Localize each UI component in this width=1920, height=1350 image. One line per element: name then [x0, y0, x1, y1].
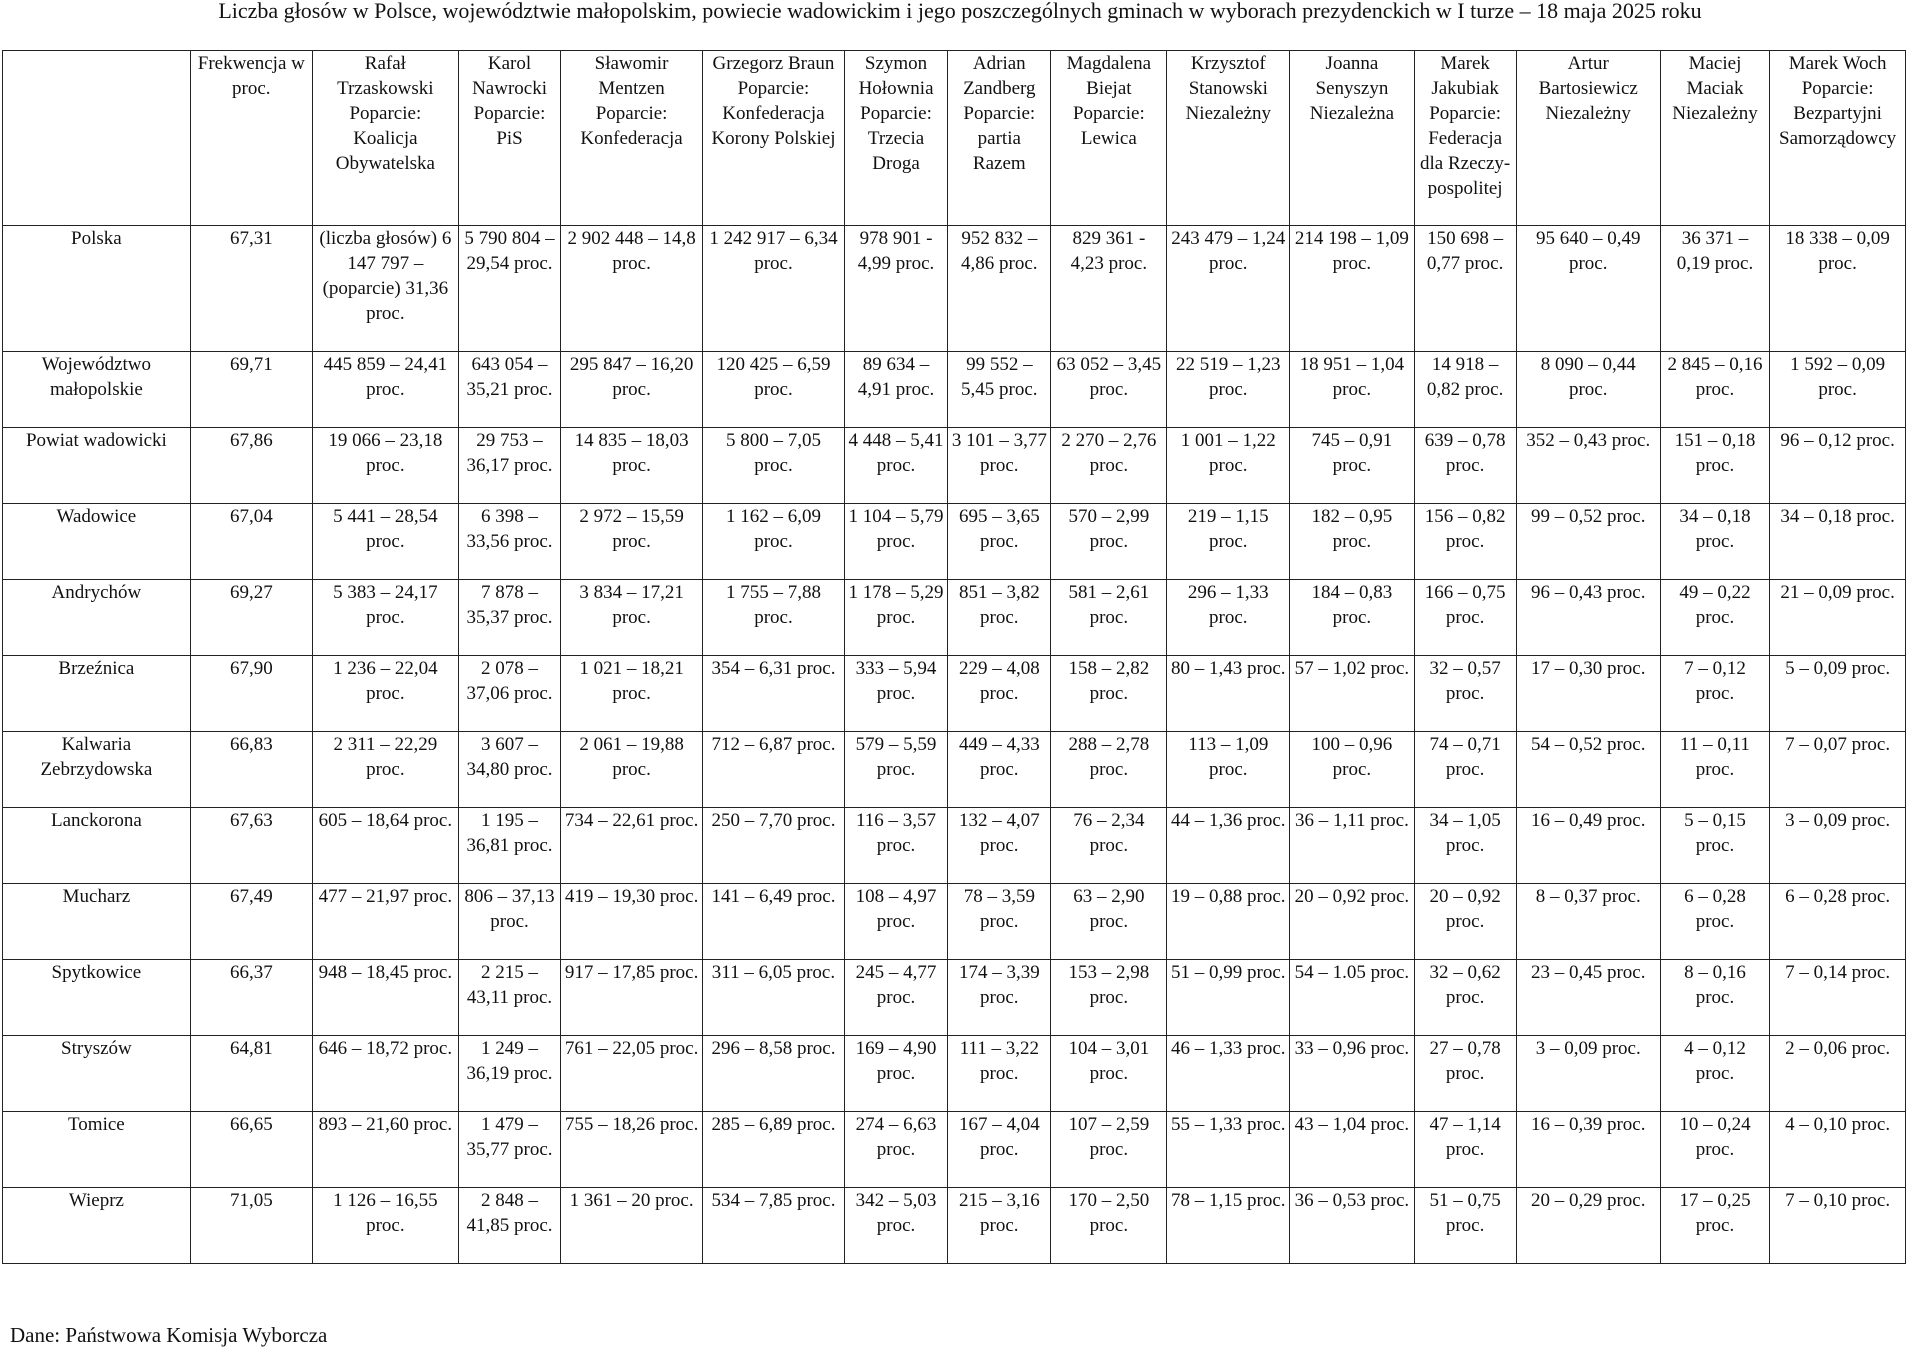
result-cell: 54 – 0,52 proc.	[1516, 732, 1660, 808]
candidate-support: Poparcie: partia Razem	[963, 103, 1036, 174]
candidate-support: Niezależny	[1672, 103, 1758, 124]
result-cell: 36 – 0,53 proc.	[1290, 1188, 1414, 1264]
result-cell: 27 – 0,78 proc.	[1414, 1036, 1516, 1112]
header-cell	[1770, 51, 1906, 226]
header-cell	[458, 51, 560, 226]
header-cell	[190, 51, 312, 226]
result-cell: 22 519 – 1,23 proc.	[1167, 352, 1290, 428]
header-cell	[1290, 51, 1414, 226]
result-cell: 63 – 2,90 proc.	[1051, 884, 1167, 960]
candidate-name: Szymon Hołownia	[858, 53, 934, 99]
result-cell: 36 – 1,11 proc.	[1290, 808, 1414, 884]
header-cell	[1516, 51, 1660, 226]
header-cell	[844, 51, 947, 226]
result-cell: 3 – 0,09 proc.	[1516, 1036, 1660, 1112]
result-cell: 11 – 0,11 proc.	[1660, 732, 1770, 808]
result-cell: 120 425 – 6,59 proc.	[703, 352, 845, 428]
column-name: Frekwencja w proc.	[197, 53, 305, 99]
turnout-cell: 66,83	[190, 732, 312, 808]
result-cell: 32 – 0,62 proc.	[1414, 960, 1516, 1036]
result-cell: 214 198 – 1,09 proc.	[1290, 226, 1414, 352]
table-row	[3, 808, 1906, 884]
candidate-support: Poparcie: Lewica	[1072, 103, 1145, 149]
result-cell: 99 552 – 5,45 proc.	[948, 352, 1051, 428]
result-cell: 32 – 0,57 proc.	[1414, 656, 1516, 732]
result-cell: 639 – 0,78 proc.	[1414, 428, 1516, 504]
result-cell: 19 – 0,88 proc.	[1167, 884, 1290, 960]
table-row	[3, 428, 1906, 504]
result-cell: 10 – 0,24 proc.	[1660, 1112, 1770, 1188]
region-name-cell: Stryszów	[3, 1036, 191, 1112]
result-cell: 1 104 – 5,79 proc.	[844, 504, 947, 580]
result-cell: 978 901 - 4,99 proc.	[844, 226, 947, 352]
turnout-cell: 67,49	[190, 884, 312, 960]
result-cell: 46 – 1,33 proc.	[1167, 1036, 1290, 1112]
result-cell: 296 – 1,33 proc.	[1167, 580, 1290, 656]
table-row	[3, 580, 1906, 656]
candidate-name: Marek Woch	[1788, 53, 1887, 74]
result-cell: 44 – 1,36 proc.	[1167, 808, 1290, 884]
result-cell: 47 – 1,14 proc.	[1414, 1112, 1516, 1188]
result-cell: 89 634 – 4,91 proc.	[844, 352, 947, 428]
table-row	[3, 504, 1906, 580]
turnout-cell: 67,04	[190, 504, 312, 580]
result-cell: 295 847 – 16,20 proc.	[561, 352, 703, 428]
result-cell: 917 – 17,85 proc.	[561, 960, 703, 1036]
result-cell: 21 – 0,09 proc.	[1770, 580, 1906, 656]
result-cell: 712 – 6,87 proc.	[703, 732, 845, 808]
turnout-cell: 67,31	[190, 226, 312, 352]
result-cell: 2 078 – 37,06 proc.	[458, 656, 560, 732]
result-cell: 17 – 0,25 proc.	[1660, 1188, 1770, 1264]
candidate-support: Poparcie: Koalicja Obywatelska	[335, 103, 435, 174]
result-cell: (liczba głosów) 6 147 797 – (poparcie) 31,36 proc.	[312, 226, 458, 352]
result-cell: 20 – 0,29 proc.	[1516, 1188, 1660, 1264]
result-cell: 184 – 0,83 proc.	[1290, 580, 1414, 656]
result-cell: 111 – 3,22 proc.	[948, 1036, 1051, 1112]
candidate-name: Karol Nawrocki	[472, 53, 547, 99]
result-cell: 5 441 – 28,54 proc.	[312, 504, 458, 580]
result-cell: 43 – 1,04 proc.	[1290, 1112, 1414, 1188]
turnout-cell: 69,27	[190, 580, 312, 656]
result-cell: 4 448 – 5,41 proc.	[844, 428, 947, 504]
result-cell: 23 – 0,45 proc.	[1516, 960, 1660, 1036]
result-cell: 215 – 3,16 proc.	[948, 1188, 1051, 1264]
result-cell: 132 – 4,07 proc.	[948, 808, 1051, 884]
region-name-cell: Brzeźnica	[3, 656, 191, 732]
candidate-name: Marek Jakubiak	[1431, 53, 1499, 99]
result-cell: 851 – 3,82 proc.	[948, 580, 1051, 656]
result-cell: 2 215 – 43,11 proc.	[458, 960, 560, 1036]
header-cell	[1660, 51, 1770, 226]
result-cell: 570 – 2,99 proc.	[1051, 504, 1167, 580]
result-cell: 57 – 1,02 proc.	[1290, 656, 1414, 732]
header-cell	[3, 51, 191, 226]
result-cell: 150 698 – 0,77 proc.	[1414, 226, 1516, 352]
result-cell: 51 – 0,99 proc.	[1167, 960, 1290, 1036]
result-cell: 1 126 – 16,55 proc.	[312, 1188, 458, 1264]
result-cell: 18 951 – 1,04 proc.	[1290, 352, 1414, 428]
result-cell: 893 – 21,60 proc.	[312, 1112, 458, 1188]
result-cell: 3 834 – 17,21 proc.	[561, 580, 703, 656]
result-cell: 579 – 5,59 proc.	[844, 732, 947, 808]
result-cell: 29 753 – 36,17 proc.	[458, 428, 560, 504]
result-cell: 5 – 0,15 proc.	[1660, 808, 1770, 884]
result-cell: 80 – 1,43 proc.	[1167, 656, 1290, 732]
result-cell: 2 845 – 0,16 proc.	[1660, 352, 1770, 428]
result-cell: 1 001 – 1,22 proc.	[1167, 428, 1290, 504]
result-cell: 1 162 – 6,09 proc.	[703, 504, 845, 580]
candidate-support: Poparcie: Konfederacja	[580, 103, 683, 149]
result-cell: 5 383 – 24,17 proc.	[312, 580, 458, 656]
result-cell: 3 – 0,09 proc.	[1770, 808, 1906, 884]
region-name-cell: Andrychów	[3, 580, 191, 656]
result-cell: 229 – 4,08 proc.	[948, 656, 1051, 732]
result-cell: 74 – 0,71 proc.	[1414, 732, 1516, 808]
result-cell: 169 – 4,90 proc.	[844, 1036, 947, 1112]
result-cell: 141 – 6,49 proc.	[703, 884, 845, 960]
candidate-support: Poparcie: Federacja dla Rzeczy-pospolitej	[1420, 103, 1511, 199]
result-cell: 643 054 – 35,21 proc.	[458, 352, 560, 428]
result-cell: 2 311 – 22,29 proc.	[312, 732, 458, 808]
header-row	[3, 51, 1906, 226]
results-body	[3, 226, 1906, 1264]
result-cell: 219 – 1,15 proc.	[1167, 504, 1290, 580]
result-cell: 7 – 0,14 proc.	[1770, 960, 1906, 1036]
result-cell: 3 607 – 34,80 proc.	[458, 732, 560, 808]
result-cell: 1 592 – 0,09 proc.	[1770, 352, 1906, 428]
result-cell: 342 – 5,03 proc.	[844, 1188, 947, 1264]
candidate-name: Rafał Trzaskowski	[337, 53, 434, 99]
result-cell: 7 878 – 35,37 proc.	[458, 580, 560, 656]
result-cell: 19 066 – 23,18 proc.	[312, 428, 458, 504]
candidate-support: Niezależny	[1185, 103, 1272, 124]
result-cell: 445 859 – 24,41 proc.	[312, 352, 458, 428]
result-cell: 96 – 0,12 proc.	[1770, 428, 1906, 504]
result-cell: 8 090 – 0,44 proc.	[1516, 352, 1660, 428]
result-cell: 333 – 5,94 proc.	[844, 656, 947, 732]
result-cell: 5 – 0,09 proc.	[1770, 656, 1906, 732]
result-cell: 605 – 18,64 proc.	[312, 808, 458, 884]
result-cell: 1 361 – 20 proc.	[561, 1188, 703, 1264]
turnout-cell: 69,71	[190, 352, 312, 428]
result-cell: 166 – 0,75 proc.	[1414, 580, 1516, 656]
result-cell: 2 270 – 2,76 proc.	[1051, 428, 1167, 504]
result-cell: 449 – 4,33 proc.	[948, 732, 1051, 808]
header-cell	[703, 51, 845, 226]
result-cell: 104 – 3,01 proc.	[1051, 1036, 1167, 1112]
result-cell: 113 – 1,09 proc.	[1167, 732, 1290, 808]
result-cell: 170 – 2,50 proc.	[1051, 1188, 1167, 1264]
result-cell: 952 832 – 4,86 proc.	[948, 226, 1051, 352]
result-cell: 116 – 3,57 proc.	[844, 808, 947, 884]
result-cell: 174 – 3,39 proc.	[948, 960, 1051, 1036]
turnout-cell: 67,86	[190, 428, 312, 504]
source-note: Dane: Państwowa Komisja Wyborcza	[10, 1323, 328, 1347]
result-cell: 17 – 0,30 proc.	[1516, 656, 1660, 732]
candidate-name: Adrian Zandberg	[963, 53, 1036, 99]
region-name-cell: Tomice	[3, 1112, 191, 1188]
table-row	[3, 1036, 1906, 1112]
result-cell: 285 – 6,89 proc.	[703, 1112, 845, 1188]
result-cell: 63 052 – 3,45 proc.	[1051, 352, 1167, 428]
candidate-name: Krzysztof Stanowski	[1188, 53, 1268, 99]
candidate-name: Joanna Senyszyn	[1315, 53, 1389, 99]
result-cell: 76 – 2,34 proc.	[1051, 808, 1167, 884]
document-title: Liczba głosów w Polsce, województwie małopolskim, powiecie wadowickim i jego poszczególnych gminach w wyborach prezydenckich w I turze – 18 maja 2025 roku	[218, 0, 1702, 23]
region-name-cell: Mucharz	[3, 884, 191, 960]
result-cell: 96 – 0,43 proc.	[1516, 580, 1660, 656]
result-cell: 2 972 – 15,59 proc.	[561, 504, 703, 580]
result-cell: 2 902 448 – 14,8 proc.	[561, 226, 703, 352]
result-cell: 78 – 3,59 proc.	[948, 884, 1051, 960]
result-cell: 419 – 19,30 proc.	[561, 884, 703, 960]
result-cell: 2 848 – 41,85 proc.	[458, 1188, 560, 1264]
result-cell: 250 – 7,70 proc.	[703, 808, 845, 884]
result-cell: 243 479 – 1,24 proc.	[1167, 226, 1290, 352]
result-cell: 695 – 3,65 proc.	[948, 504, 1051, 580]
result-cell: 274 – 6,63 proc.	[844, 1112, 947, 1188]
result-cell: 7 – 0,10 proc.	[1770, 1188, 1906, 1264]
result-cell: 78 – 1,15 proc.	[1167, 1188, 1290, 1264]
result-cell: 3 101 – 3,77 proc.	[948, 428, 1051, 504]
result-cell: 1 249 – 36,19 proc.	[458, 1036, 560, 1112]
result-cell: 167 – 4,04 proc.	[948, 1112, 1051, 1188]
result-cell: 6 398 – 33,56 proc.	[458, 504, 560, 580]
result-cell: 296 – 8,58 proc.	[703, 1036, 845, 1112]
candidate-name: Sławomir Mentzen	[594, 53, 669, 99]
result-cell: 153 – 2,98 proc.	[1051, 960, 1167, 1036]
result-cell: 1 242 917 – 6,34 proc.	[703, 226, 845, 352]
region-name-cell: Polska	[3, 226, 191, 352]
table-row	[3, 352, 1906, 428]
result-cell: 352 – 0,43 proc.	[1516, 428, 1660, 504]
result-cell: 806 – 37,13 proc.	[458, 884, 560, 960]
result-cell: 14 835 – 18,03 proc.	[561, 428, 703, 504]
result-cell: 8 – 0,16 proc.	[1660, 960, 1770, 1036]
result-cell: 948 – 18,45 proc.	[312, 960, 458, 1036]
region-name-cell: Powiat wadowicki	[3, 428, 191, 504]
candidate-support: Poparcie: Konfederacja Korony Polskiej	[711, 78, 836, 149]
region-name-cell: Spytkowice	[3, 960, 191, 1036]
result-cell: 7 – 0,12 proc.	[1660, 656, 1770, 732]
result-cell: 108 – 4,97 proc.	[844, 884, 947, 960]
result-cell: 95 640 – 0,49 proc.	[1516, 226, 1660, 352]
result-cell: 14 918 – 0,82 proc.	[1414, 352, 1516, 428]
result-cell: 829 361 - 4,23 proc.	[1051, 226, 1167, 352]
region-name-cell: Kalwaria Zebrzydowska	[3, 732, 191, 808]
results-table	[2, 50, 1906, 1264]
table-row	[3, 884, 1906, 960]
result-cell: 8 – 0,37 proc.	[1516, 884, 1660, 960]
region-name-cell: Województwo małopolskie	[3, 352, 191, 428]
candidate-name: Magdalena Biejat	[1066, 53, 1152, 99]
table-row	[3, 960, 1906, 1036]
candidate-support: Niezależna	[1309, 103, 1395, 124]
result-cell: 755 – 18,26 proc.	[561, 1112, 703, 1188]
result-cell: 100 – 0,96 proc.	[1290, 732, 1414, 808]
region-name-cell: Wieprz	[3, 1188, 191, 1264]
result-cell: 1 178 – 5,29 proc.	[844, 580, 947, 656]
result-cell: 33 – 0,96 proc.	[1290, 1036, 1414, 1112]
header-cell	[948, 51, 1051, 226]
result-cell: 5 800 – 7,05 proc.	[703, 428, 845, 504]
result-cell: 34 – 0,18 proc.	[1770, 504, 1906, 580]
header-cell	[1051, 51, 1167, 226]
result-cell: 156 – 0,82 proc.	[1414, 504, 1516, 580]
result-cell: 16 – 0,39 proc.	[1516, 1112, 1660, 1188]
result-cell: 34 – 0,18 proc.	[1660, 504, 1770, 580]
result-cell: 1 236 – 22,04 proc.	[312, 656, 458, 732]
candidate-name: Artur Bartosiewicz	[1538, 53, 1638, 99]
result-cell: 36 371 – 0,19 proc.	[1660, 226, 1770, 352]
result-cell: 646 – 18,72 proc.	[312, 1036, 458, 1112]
result-cell: 55 – 1,33 proc.	[1167, 1112, 1290, 1188]
result-cell: 151 – 0,18 proc.	[1660, 428, 1770, 504]
turnout-cell: 67,90	[190, 656, 312, 732]
result-cell: 1 021 – 18,21 proc.	[561, 656, 703, 732]
header-cell	[1414, 51, 1516, 226]
result-cell: 2 – 0,06 proc.	[1770, 1036, 1906, 1112]
result-cell: 18 338 – 0,09 proc.	[1770, 226, 1906, 352]
result-cell: 4 – 0,12 proc.	[1660, 1036, 1770, 1112]
candidate-support: Poparcie: Trzecia Droga	[860, 103, 932, 174]
candidate-support: Niezależny	[1545, 103, 1631, 124]
result-cell: 20 – 0,92 proc.	[1414, 884, 1516, 960]
result-cell: 534 – 7,85 proc.	[703, 1188, 845, 1264]
candidate-support: Poparcie: Bezpartyjni Samorządowcy	[1779, 78, 1897, 149]
result-cell: 5 790 804 – 29,54 proc.	[458, 226, 560, 352]
header-cell	[561, 51, 703, 226]
result-cell: 311 – 6,05 proc.	[703, 960, 845, 1036]
table-row	[3, 732, 1906, 808]
result-cell: 49 – 0,22 proc.	[1660, 580, 1770, 656]
region-name-cell: Lanckorona	[3, 808, 191, 884]
result-cell: 354 – 6,31 proc.	[703, 656, 845, 732]
header-cell	[312, 51, 458, 226]
result-cell: 20 – 0,92 proc.	[1290, 884, 1414, 960]
turnout-cell: 71,05	[190, 1188, 312, 1264]
candidate-name: Grzegorz Braun	[712, 53, 835, 74]
result-cell: 7 – 0,07 proc.	[1770, 732, 1906, 808]
turnout-cell: 66,37	[190, 960, 312, 1036]
result-cell: 734 – 22,61 proc.	[561, 808, 703, 884]
result-cell: 34 – 1,05 proc.	[1414, 808, 1516, 884]
result-cell: 158 – 2,82 proc.	[1051, 656, 1167, 732]
result-cell: 99 – 0,52 proc.	[1516, 504, 1660, 580]
turnout-cell: 66,65	[190, 1112, 312, 1188]
result-cell: 182 – 0,95 proc.	[1290, 504, 1414, 580]
candidate-name: Maciej Maciak	[1686, 53, 1744, 99]
turnout-cell: 67,63	[190, 808, 312, 884]
result-cell: 288 – 2,78 proc.	[1051, 732, 1167, 808]
result-cell: 107 – 2,59 proc.	[1051, 1112, 1167, 1188]
table-row	[3, 226, 1906, 352]
table-row	[3, 1112, 1906, 1188]
region-name-cell: Wadowice	[3, 504, 191, 580]
table-row	[3, 656, 1906, 732]
result-cell: 2 061 – 19,88 proc.	[561, 732, 703, 808]
turnout-cell: 64,81	[190, 1036, 312, 1112]
result-cell: 761 – 22,05 proc.	[561, 1036, 703, 1112]
result-cell: 745 – 0,91 proc.	[1290, 428, 1414, 504]
result-cell: 1 195 – 36,81 proc.	[458, 808, 560, 884]
result-cell: 54 – 1.05 proc.	[1290, 960, 1414, 1036]
result-cell: 477 – 21,97 proc.	[312, 884, 458, 960]
result-cell: 16 – 0,49 proc.	[1516, 808, 1660, 884]
candidate-support: Poparcie: PiS	[473, 103, 546, 149]
result-cell: 6 – 0,28 proc.	[1770, 884, 1906, 960]
result-cell: 1 479 – 35,77 proc.	[458, 1112, 560, 1188]
result-cell: 51 – 0,75 proc.	[1414, 1188, 1516, 1264]
table-row	[3, 1188, 1906, 1264]
result-cell: 245 – 4,77 proc.	[844, 960, 947, 1036]
result-cell: 6 – 0,28 proc.	[1660, 884, 1770, 960]
result-cell: 1 755 – 7,88 proc.	[703, 580, 845, 656]
result-cell: 581 – 2,61 proc.	[1051, 580, 1167, 656]
result-cell: 4 – 0,10 proc.	[1770, 1112, 1906, 1188]
header-cell	[1167, 51, 1290, 226]
